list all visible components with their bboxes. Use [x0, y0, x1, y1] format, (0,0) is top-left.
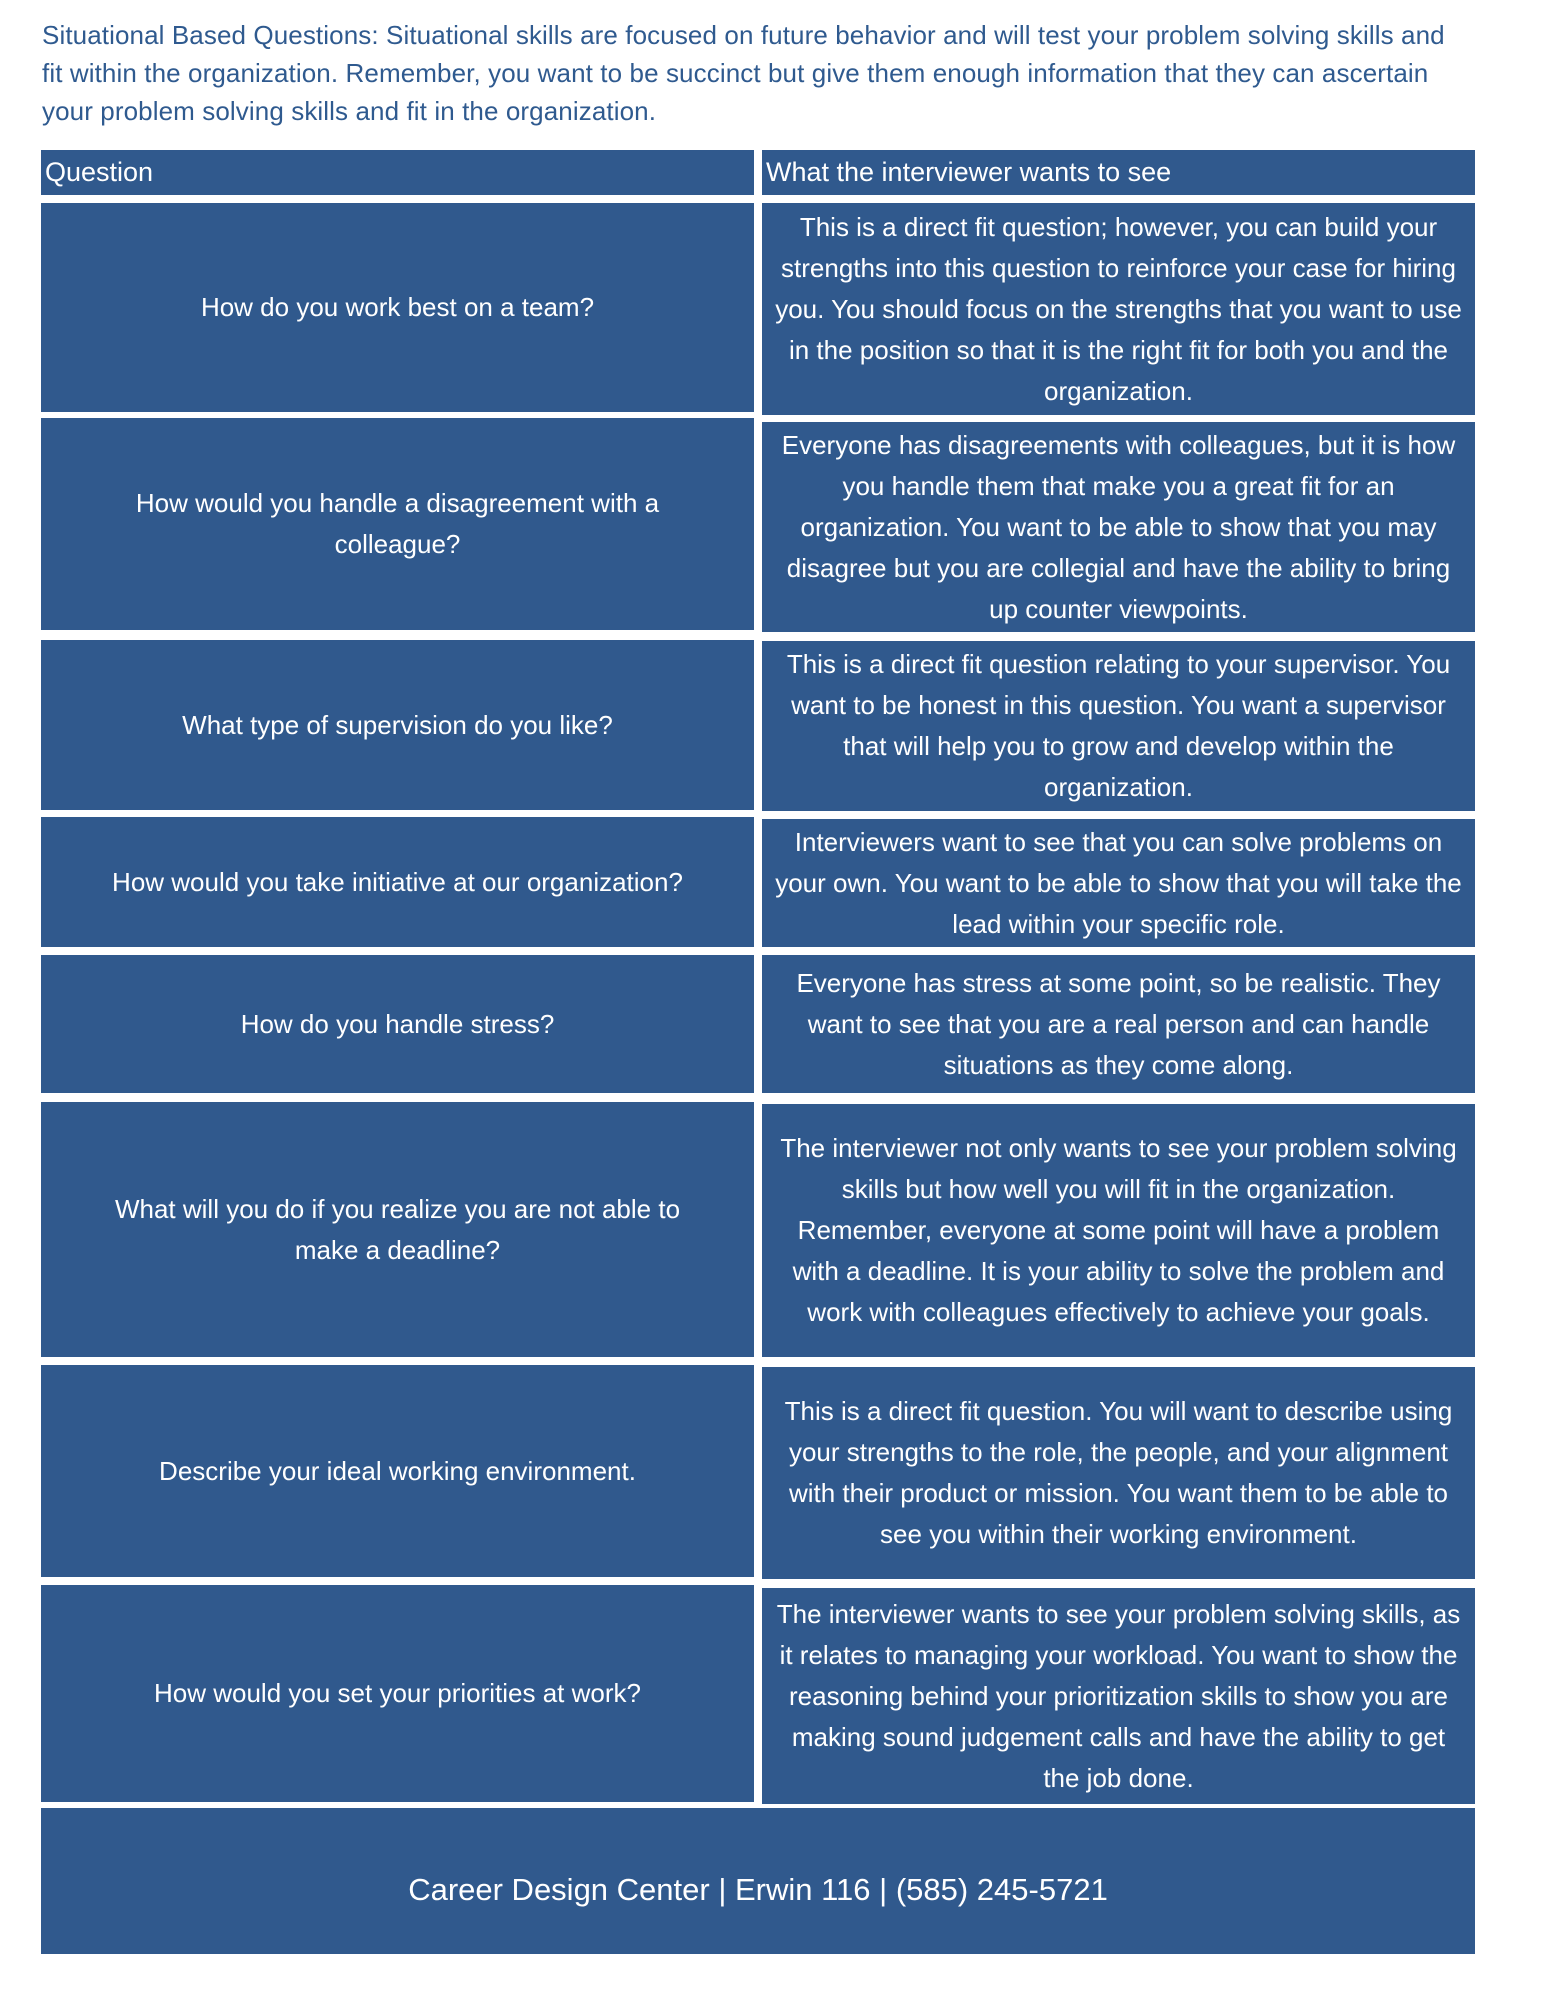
- header-question: Question: [41, 150, 754, 195]
- question-cell: How would you set your priorities at work?: [41, 1585, 754, 1802]
- question-cell: How do you handle stress?: [41, 955, 754, 1093]
- answer-cell: The interviewer not only wants to see your problem solving skills but how well you will fit in the organization. Remember, everyone at some point will have a problem with a deadline. It is your ability to solve the problem and work with colleagues effectively to achieve your goals.: [762, 1104, 1475, 1357]
- question-cell: How do you work best on a team?: [41, 203, 754, 412]
- footer-contact-text: Career Design Center | Erwin 116 | (585) 245-5721: [408, 1872, 1108, 1907]
- answer-cell: Interviewers want to see that you can solve problems on your own. You want to be able to show that you will take the lead within your specific role.: [762, 819, 1475, 947]
- intro-paragraph: Situational Based Questions: Situational skills are focused on future behavior and will test your problem solving skills and fit within the organization. Remember, you want to be succinct but give them enough information that they can ascertain your problem solving skills and fit in the organization.: [42, 20, 1445, 126]
- header-interviewer-wants: What the interviewer wants to see: [762, 150, 1475, 195]
- question-cell: How would you handle a disagreement with a colleague?: [41, 418, 754, 630]
- answer-cell: Everyone has disagreements with colleagues, but it is how you handle them that make you a great fit for an organization. You want to be able to show that you may disagree but you are collegial and have the ability to bring up counter viewpoints.: [762, 422, 1475, 632]
- answer-cell: This is a direct fit question relating to your supervisor. You want to be honest in this question. You want a supervisor that will help you to grow and develop within the organization.: [762, 641, 1475, 811]
- answer-cell: This is a direct fit question. You will want to describe using your strengths to the role, the people, and your alignment with their product or mission. You want them to be able to see you within their working environment.: [762, 1367, 1475, 1579]
- contact-footer: [41, 1808, 1475, 1954]
- question-cell: What will you do if you realize you are not able to make a deadline?: [41, 1102, 754, 1357]
- answer-cell: This is a direct fit question; however, you can build your strengths into this question to reinforce your case for hiring you. You should focus on the strengths that you want to use in the position so that it is the right fit for both you and the organization.: [762, 203, 1475, 415]
- question-cell: Describe your ideal working environment.: [41, 1365, 754, 1577]
- answer-cell: Everyone has stress at some point, so be realistic. They want to see that you are a real person and can handle situations as they come along.: [762, 955, 1475, 1093]
- question-cell: What type of supervision do you like?: [41, 640, 754, 810]
- answer-cell: The interviewer wants to see your problem solving skills, as it relates to managing your workload. You want to show the reasoning behind your prioritization skills to show you are making sound judgement calls and have the ability to get the job done.: [762, 1588, 1475, 1804]
- question-cell: How would you take initiative at our organization?: [41, 817, 754, 947]
